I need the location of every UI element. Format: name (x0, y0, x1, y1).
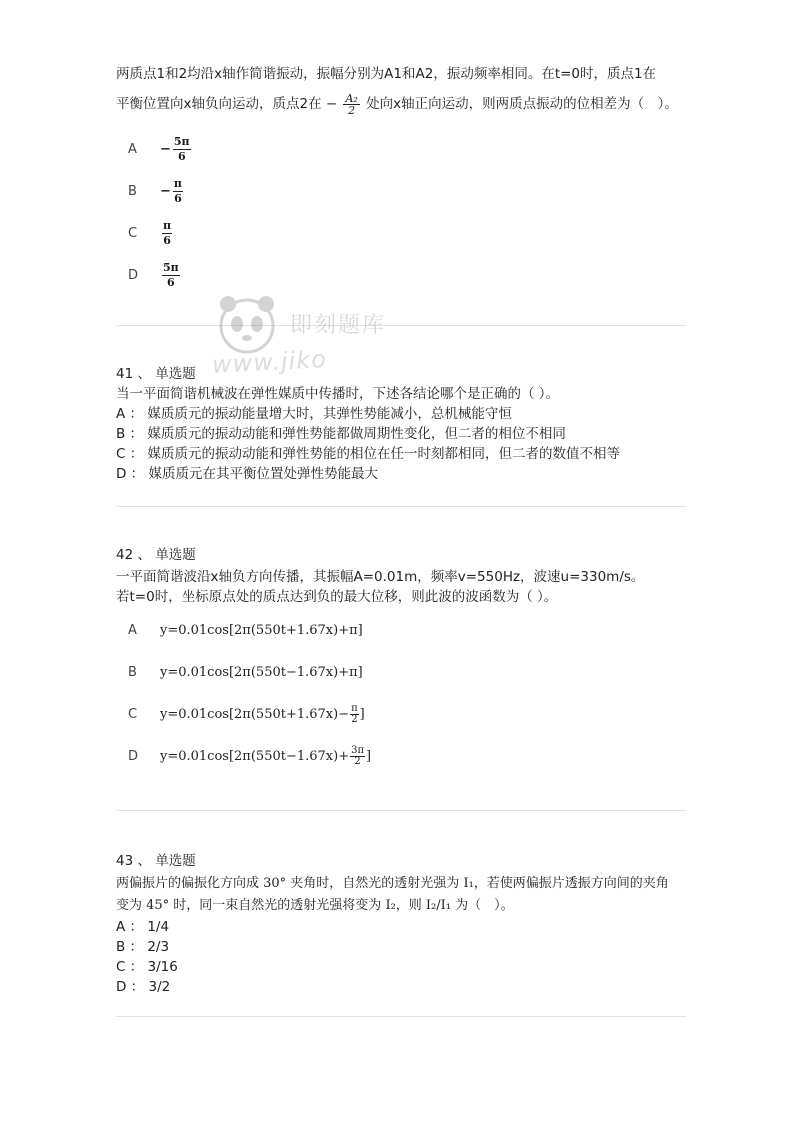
q40-option-a[interactable] (128, 136, 191, 162)
fraction-num: π (173, 176, 182, 190)
q41-body (116, 384, 686, 484)
q43-body (116, 873, 686, 997)
formula-close: ] (359, 706, 365, 722)
fraction-den: 6 (174, 191, 182, 205)
formula-text: y=0.01cos[2π(550t−1.67x)+π] (160, 664, 363, 680)
option-fraction (162, 262, 180, 289)
section-divider (116, 1016, 686, 1017)
q43-stem-line2: 变为 45° 时，同一束自然光的透射光强将变为 I₂，则 I₂/I₁ 为（ ）。 (116, 898, 514, 913)
fraction-den: 6 (167, 275, 175, 289)
q42-body (116, 567, 686, 607)
watermark-url: www.jiko (211, 345, 328, 379)
q43-option-b[interactable]: B ： 2/3 (116, 939, 170, 955)
q40-option-c[interactable] (128, 220, 172, 246)
option-formula (160, 665, 363, 680)
formula-text: y=0.01cos[2π(550t+1.67x)+π] (160, 622, 363, 638)
q41-option-c[interactable]: C ： 媒质质元的振动动能和弹性势能的相位在任一时刻都相同，但二者的数值不相等 (116, 446, 621, 462)
q43-option-c[interactable]: C ： 3/16 (116, 959, 178, 975)
option-fraction (173, 136, 191, 163)
option-formula (160, 623, 363, 638)
option-formula (160, 704, 365, 725)
q40-stem-line2: 平衡位置向x轴负向运动，质点2在 − $\frac{\text{A₂}}{2}$ 处向x轴正向运动，则两质点振动的位相差为（ ）。 (116, 91, 678, 117)
q42-stem-line2: 若t=0时，坐标原点处的质点达到负的最大位移，则此波的波函数为（ ）。 (116, 589, 558, 605)
q40-stem-line1: 两质点1和2均沿x轴作简谐振动，振幅分别为A1和A2，振动频率相同。在t=0时，质点1在 (116, 66, 657, 82)
fraction-den: 6 (177, 149, 186, 163)
q41-header: 41 、 单选题 (116, 366, 196, 382)
fraction-den: 2 (351, 713, 358, 725)
q43-header: 43 、 单选题 (116, 853, 196, 869)
option-letter: D (128, 267, 139, 283)
formula-fraction (350, 704, 359, 725)
q42-stem-line1: 一平面简谐波沿x轴负方向传播，其振幅A=0.01m，频率v=550Hz，波速u=330m/s。 (116, 569, 645, 585)
option-letter: B (128, 183, 137, 199)
option-letter: A (128, 141, 137, 157)
section-divider (116, 325, 686, 326)
watermark-text: 即刻题库 (290, 313, 387, 338)
fraction-num: π (163, 218, 172, 232)
watermark (212, 290, 472, 390)
q40-stem-line2-pre: 平衡位置向x轴负向运动，质点2在 (116, 96, 322, 112)
q42-option-b[interactable] (128, 659, 363, 685)
q40-stem-line2-post: 处向x轴正向运动，则两质点振动的位相差为（ ）。 (366, 96, 678, 112)
q43-option-a[interactable]: A ： 1/4 (116, 919, 170, 935)
option-letter: C (128, 225, 138, 241)
formula-fraction (350, 746, 365, 767)
fraction-num: 3π (351, 744, 365, 756)
option-letter: B (128, 664, 137, 680)
q42-option-a[interactable] (128, 617, 363, 643)
option-letter: C (128, 706, 138, 722)
q40-option-b[interactable] (128, 178, 183, 204)
fraction-den: 6 (163, 233, 171, 247)
option-letter: A (128, 622, 137, 638)
q42-option-c[interactable] (128, 701, 365, 727)
option-sign: − (160, 183, 171, 199)
q42-option-d[interactable] (128, 743, 371, 769)
q40-option-d[interactable] (128, 262, 180, 288)
fraction-num: 5π (173, 134, 190, 148)
section-divider (116, 506, 686, 507)
fraction-num: 5π (163, 260, 179, 274)
formula-close: ] (366, 748, 372, 764)
q40-stem (116, 60, 686, 118)
q41-option-d[interactable]: D ： 媒质质元在其平衡位置处弹性势能最大 (116, 466, 378, 482)
fraction-num: π (351, 702, 358, 714)
option-fraction (162, 220, 172, 247)
option-fraction (173, 178, 183, 205)
fraction-den: 2 (354, 755, 361, 767)
section-divider (116, 810, 686, 811)
q42-header: 42 、 单选题 (116, 547, 196, 563)
q41-stem: 当一平面简谐机械波在弹性媒质中传播时，下述各结论哪个是正确的（ ）。 (116, 386, 560, 402)
option-letter: D (128, 748, 139, 764)
formula-text: y=0.01cos[2π(550t−1.67x)+ (160, 748, 350, 764)
option-formula (160, 746, 371, 767)
q40-stem-fraction (343, 93, 359, 116)
q41-option-b[interactable]: B ： 媒质质元的振动动能和弹性势能都做周期性变化，但二者的相位不相同 (116, 426, 566, 442)
formula-text: y=0.01cos[2π(550t+1.67x)− (160, 706, 350, 722)
q43-option-d[interactable]: D ： 3/2 (116, 979, 171, 995)
q40-frac-num: A₂ (345, 91, 358, 105)
q41-option-a[interactable]: A ： 媒质质元的振动能量增大时，其弹性势能减小，总机械能守恒 (116, 406, 512, 422)
option-sign: − (160, 141, 171, 157)
q43-stem-line1: 两偏振片的偏振化方向成 30° 夹角时，自然光的透射光强为 I₁，若使两偏振片透振方向间的夹角 (116, 876, 669, 891)
q40-frac-den: 2 (348, 103, 356, 117)
